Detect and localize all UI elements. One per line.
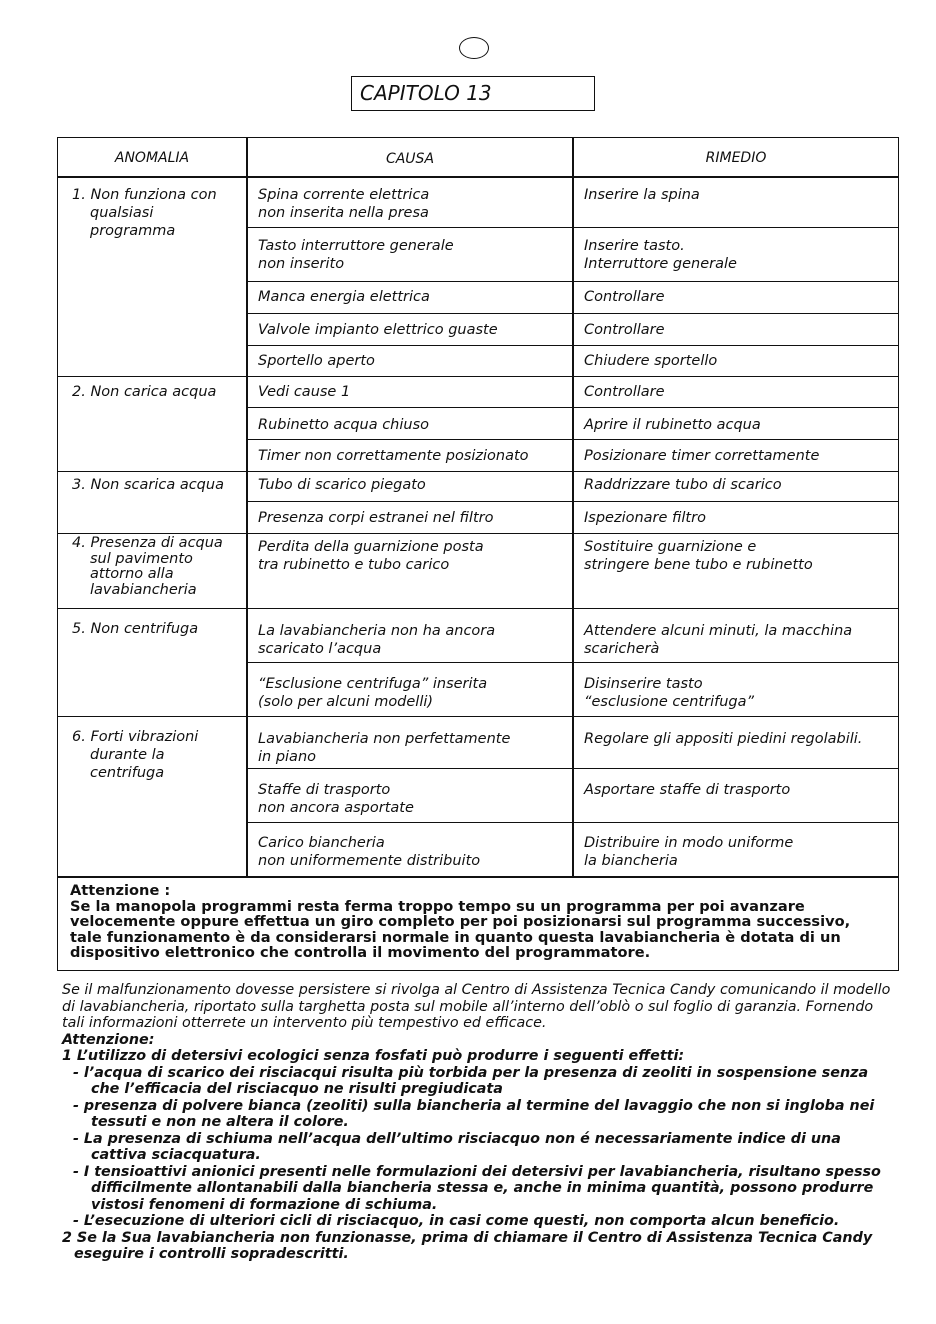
cause-cell: Sportello aperto [258,353,375,369]
column-divider-2 [572,138,574,876]
cause-cell: Tasto interruttore generale non inserito [258,238,454,272]
cause-cell: La lavabiancheria non ha ancora scaricato l’acqua [258,623,496,657]
remedy-cell: Controllare [584,384,665,400]
remedy-cell: Controllare [584,289,665,305]
footer-bullet: - La presenza di schiuma nell’acqua dell’ultimo risciacquo non é necessariamente indice di una cattiva sciacquatura. [73,1130,841,1163]
remedy-cell: Ispezionare filtro [584,510,706,526]
remedy-cell: Sostituire guarnizione e stringere bene tubo e rubinetto [584,539,813,573]
chapter-title: CAPITOLO 13 [351,76,595,111]
anomaly-6: 6. Forti vibrazioni durante la centrifuga [72,729,199,781]
footer-notes [62,982,897,1263]
row-divider [246,501,898,502]
header-rimedio: RIMEDIO [705,150,767,166]
remedy-cell: Distribuire in modo uniforme la biancheria [584,835,794,869]
group-divider [58,716,898,717]
anomaly-1: 1. Non funziona con qualsiasi programma [72,187,217,239]
group-divider [58,471,898,472]
attention-note [70,883,885,961]
footer-bullet: - l’acqua di scarico dei risciacqui risulta più torbida per la presenza di zeoliti in sospensione senza che l’efficacia del risciacquo ne risulti pregiudicata [73,1064,869,1097]
cause-cell: Spina corrente elettrica non inserita nella presa [258,187,430,221]
cause-cell: Tubo di scarico piegato [258,477,426,493]
footer-bullet: - L’esecuzione di ulteriori cicli di risciacquo, in casi come questi, non comporta alcun beneficio. [73,1213,840,1229]
row-divider [246,345,898,346]
row-divider [246,313,898,314]
remedy-cell: Asportare staffe di trasporto [584,782,791,798]
remedy-cell: Raddrizzare tubo di scarico [584,477,782,493]
footer-bullet: - I tensioattivi anionici presenti nelle formulazioni dei detersivi per lavabiancheria, risultano spesso difficilmente allontanabili dalla biancheria stessa e, anche in minima quantità, possono produrre vistosi fenomeni di formazione di schiuma. [73,1163,881,1213]
remedy-cell: Inserire la spina [584,187,700,203]
cause-cell: Carico biancheria non uniformemente distribuito [258,835,481,869]
cause-cell: Valvole impianto elettrico guaste [258,322,498,338]
group-divider [58,608,898,609]
header-causa: CAUSA [385,151,435,167]
group-divider [58,876,898,878]
cause-cell: Presenza corpi estranei nel filtro [258,510,494,526]
cause-cell: Vedi cause 1 [258,384,351,400]
row-divider [246,662,898,663]
row-divider [246,439,898,440]
cause-cell: Manca energia elettrica [258,289,430,305]
remedy-cell: Controllare [584,322,665,338]
anomaly-2: 2. Non carica acqua [72,384,217,400]
remedy-cell: Inserire tasto. Interruttore generale [584,238,737,272]
header-divider [58,176,898,178]
cause-cell: “Esclusione centrifuga” inserita (solo per alcuni modelli) [258,676,488,710]
anomaly-4: 4. Presenza di acqua sul pavimento attorno alla lavabiancheria [72,535,223,598]
row-divider [246,281,898,282]
note-text: Se la manopola programmi resta ferma troppo tempo su un programma per poi avanzare velocemente oppure effettua un giro completo per poi posizionarsi sul programma successivo, tale funzionamento è da considerarsi normale in quanto questa lavabiancheria è dotata di un dispositivo elettronico che controlla il movimento del programmatore. [70,897,851,962]
remedy-cell: Regolare gli appositi piedini regolabili. [584,731,863,747]
cause-cell: Perdita della guarnizione posta tra rubinetto e tubo carico [258,539,484,573]
note-title: Attenzione : [70,882,171,899]
cause-cell: Rubinetto acqua chiuso [258,417,430,433]
remedy-cell: Attendere alcuni minuti, la macchina scaricherà [584,623,853,657]
header-anomalia: ANOMALIA [114,150,190,166]
remedy-cell: Posizionare timer correttamente [584,448,820,464]
remedy-cell: Chiudere sportello [584,353,718,369]
footer-bullet: - presenza di polvere bianca (zeoliti) sulla biancheria al termine del lavaggio che non si ingloba nei tessuti e non ne altera il colore. [73,1097,875,1130]
remedy-cell: Aprire il rubinetto acqua [584,417,761,433]
cause-cell: Timer non correttamente posizionato [258,448,529,464]
row-divider [246,227,898,228]
footer-attention: Attenzione: [62,1031,155,1048]
anomaly-3: 3. Non scarica acqua [72,477,224,493]
cause-cell: Staffe di trasporto non ancora asportate [258,782,414,816]
language-marker-oval [459,37,489,59]
troubleshooting-table [57,137,899,971]
remedy-cell: Disinserire tasto “esclusione centrifuga” [584,676,755,710]
anomaly-5: 5. Non centrifuga [72,621,199,637]
footer-point-2: 2 Se la Sua lavabiancheria non funzionasse, prima di chiamare il Centro di Assistenza Tecnica Candy eseguire i controlli sopradescritti. [62,1229,873,1262]
row-divider [246,407,898,408]
row-divider [246,768,898,769]
cause-cell: Lavabiancheria non perfettamente in piano [258,731,511,765]
row-divider [246,822,898,823]
group-divider [58,376,898,377]
footer-point-1: 1 L’utilizzo di detersivi ecologici senza fosfati può produrre i seguenti effetti: [62,1048,685,1064]
footer-intro: Se il malfunzionamento dovesse persistere si rivolga al Centro di Assistenza Tecnica Candy comunicando il modello di lavabiancheria, riportato sulla targhetta posta sul mobile all’interno dell’oblò o sul foglio di garanzia. Fornendo tali informazioni otterrete un intervento più tempestivo ed efficace. [62,982,891,1031]
